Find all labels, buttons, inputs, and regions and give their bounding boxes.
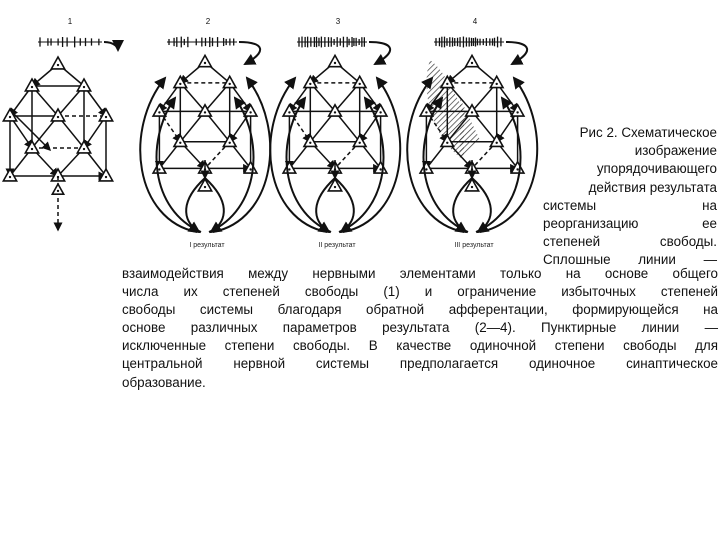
neuron-dot [446,142,448,144]
caption-line: упорядочивающего [596,161,717,177]
neuron-dot [516,168,518,170]
neuron-dot [229,142,231,144]
neuron-node [304,76,317,87]
caption-line: взаимодействия между нервными элементами только на основе общего [122,266,718,281]
neuron-dot [57,116,59,118]
panel-2 [140,17,270,249]
caption-line: реорганизацию ее [543,216,717,232]
feedback-loop [343,78,400,232]
caption-line: действия результата [588,179,717,195]
caption-line: степеней свободы. [543,234,717,250]
result-label: I результат [189,242,225,249]
feedback-loop [476,98,520,232]
feedback-loop [506,42,527,64]
caption-line: центральной нервной системы предполагается одиночное синаптическое [122,356,718,372]
caption-line: Рис 2. Схематическое [579,125,717,140]
neuron-dot [359,83,361,85]
feedback-loop [287,98,331,232]
caption-line: системы на [543,197,717,213]
neuron-dot [57,64,59,66]
feedback-loop [213,78,270,232]
neuron-node [174,76,187,87]
spike-train [297,37,367,48]
result-label: III результат [454,242,494,249]
caption-bottom [122,265,718,392]
neuron-node [198,179,211,191]
panel-4 [407,17,537,249]
neuron-dot [359,142,361,144]
neuron-dot [334,62,336,64]
feedback-loop [140,78,197,232]
panel-number: 4 [472,17,478,26]
neuron-node [465,179,478,191]
neuron-dot [309,83,311,85]
caption-line: основе различных параметров результата (2—4). Пунктирные линии — [122,320,718,336]
neuron-dot [83,86,85,88]
panel-3 [270,17,400,249]
feedback-loop [480,78,537,232]
neuron-dot [379,168,381,170]
spike-train [434,37,504,48]
neuron-dot [83,148,85,150]
neuron-dot [334,186,336,188]
neuron-dot [496,83,498,85]
neuron-node [328,179,341,191]
caption-line: образование. [122,374,206,390]
neuron-dot [179,83,181,85]
feedback-loop [104,42,118,50]
neuron-dot [204,111,206,113]
neuron-dot [9,116,11,118]
neuron-dot [288,111,290,113]
neuron-dot [158,168,160,170]
neuron-dot [9,176,11,178]
neuron-dot [158,111,160,113]
neuron-node [199,55,212,66]
feedback-loop [239,42,260,64]
feedback-loop [369,42,390,64]
neuron-dot [379,111,381,113]
feedback-loop [209,98,253,232]
spike-train [38,37,102,48]
neuron-dot [425,111,427,113]
caption-line: исключенные степени свободы. В качестве одиночной степени свободы для [122,338,718,354]
neuron-dot [204,62,206,64]
caption-line: Сплошные линии — [543,252,717,268]
neuron-dot [471,62,473,64]
panel-number: 3 [335,17,341,26]
neuron-dot [179,142,181,144]
neuron-dot [516,111,518,113]
feedback-loop [339,98,383,232]
neuron-dot [57,190,59,192]
panel-number: 2 [205,17,211,26]
neuron-node [223,76,236,87]
neuron-dot [425,168,427,170]
neuron-dot [31,148,33,150]
feedback-loop [157,98,201,232]
neuron-dot [105,116,107,118]
feedback-loop [270,78,327,232]
caption-right [543,124,717,270]
caption-line: числа их степеней свободы (1) и ограничение избыточных степеней [122,284,718,300]
neuron-node [77,79,90,91]
neuron-node [353,76,366,87]
panel-1 [3,17,118,230]
neuron-dot [204,186,206,188]
neuron-dot [105,176,107,178]
neuron-dot [334,111,336,113]
neuron-node [51,57,64,69]
neuron-node [52,184,63,194]
neuron-dot [446,83,448,85]
neuron-dot [471,186,473,188]
caption-line: свободы системы благодаря обратной афферентации, формирующейся на [122,302,718,318]
neuron-dot [249,111,251,113]
panel-number: 1 [67,17,73,26]
result-label: II результат [318,242,356,249]
caption-line: изображение [634,143,717,159]
neuron-dot [31,86,33,88]
neuron-dot [471,111,473,113]
spike-train [167,37,237,48]
neuron-dot [249,168,251,170]
neuron-node [466,55,479,66]
neuron-dot [309,142,311,144]
neuron-dot [229,83,231,85]
neuron-node [329,55,342,66]
neuron-node [25,79,38,91]
neuron-node [490,76,503,87]
neuron-dot [288,168,290,170]
neuron-dot [496,142,498,144]
